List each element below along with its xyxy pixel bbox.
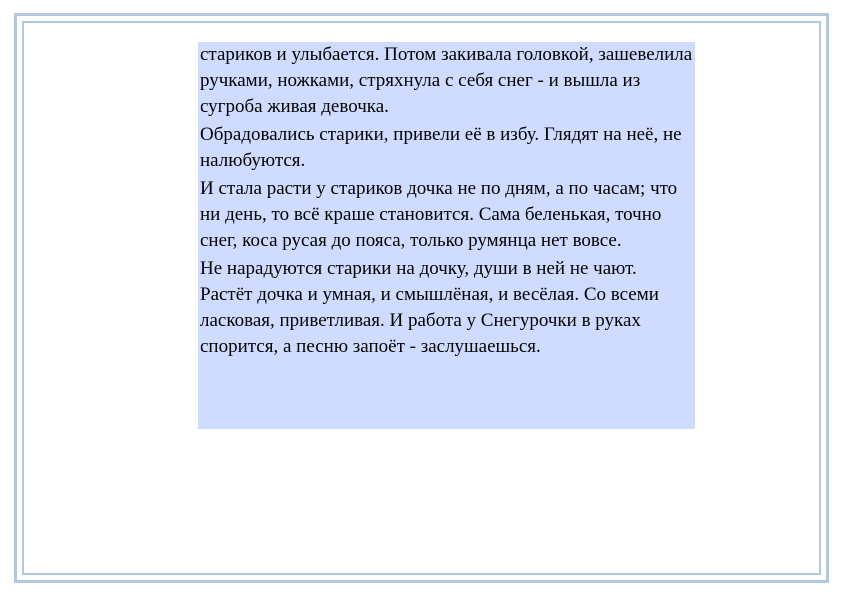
story-paragraph-3: И стала расти у стариков дочка не по дням, а по часам; что ни день, то всё краше становится. Сама беленькая, точно снег, коса русая до пояса, только румянца нет вовсе. xyxy=(200,178,678,251)
story-paragraph-1: стариков и улыбается. Потом закивала головкой, зашевелила ручками, ножками, стряхнула с себя снег - и вышла из сугроба живая девочка. xyxy=(200,44,693,117)
story-paragraph-2: Обрадовались старики, привели её в избу. Глядят на неё, не налюбуются. xyxy=(200,124,682,171)
story-paragraph-4: Не нарадуются старики на дочку, души в ней не чают. Растёт дочка и умная, и смышлёная, и весёлая. Со всеми ласковая, приветливая. И работа у Снегурочки в руках спорится, а песню запоёт - заслушаешься. xyxy=(200,258,659,357)
story-text-box xyxy=(198,42,695,429)
